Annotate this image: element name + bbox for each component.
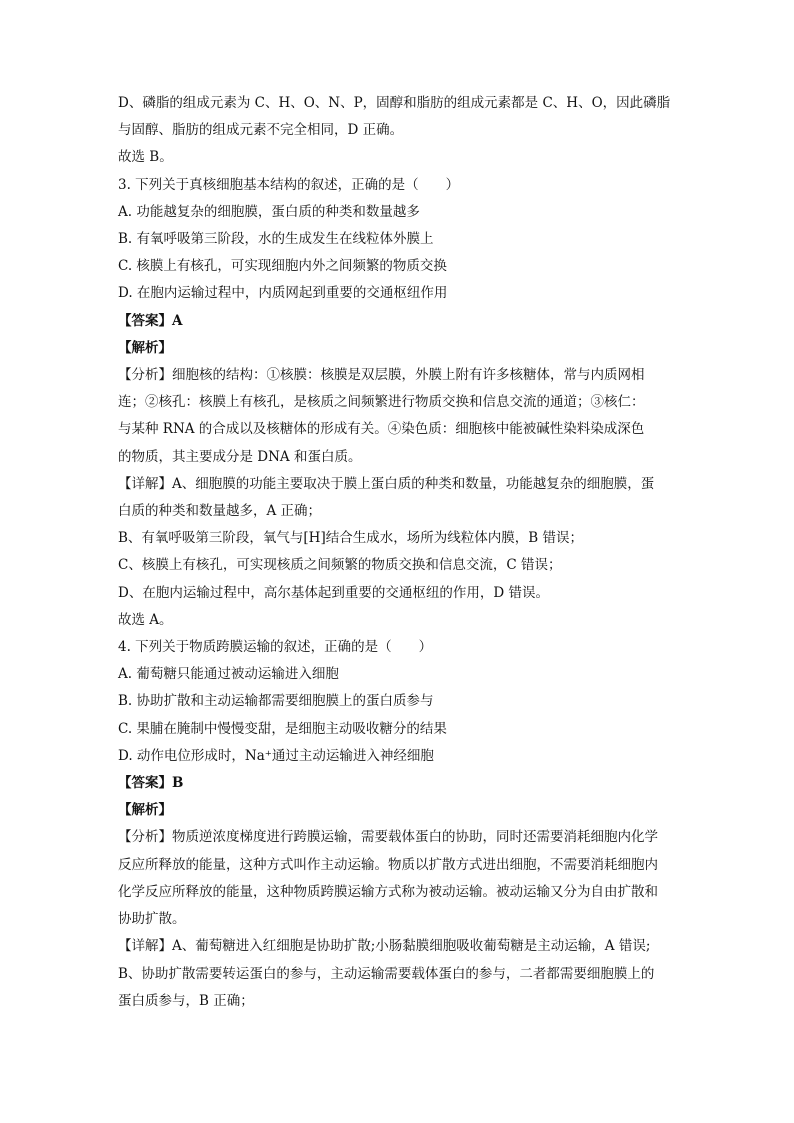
text-line: B、协助扩散需要转运蛋白的参与，主动运输需要载体蛋白的参与，二者都需要细胞膜上的 [118,965,655,982]
option-c: C. 果脯在腌制中慢慢变甜，是细胞主动吸收糖分的结果 [118,720,447,737]
text-line: 蛋白质参与，B 正确； [118,992,254,1009]
question-4-stem: 4. 下列关于物质跨膜运输的叙述，正确的是（ ） [118,639,433,656]
analysis-label: 【解析】 [118,802,172,819]
option-b: B. 协助扩散和主动运输都需要细胞膜上的蛋白质参与 [118,693,434,710]
analysis-label: 【解析】 [118,339,172,356]
answer-label: 【答案】A [118,312,183,329]
text-line: 故选 B。 [118,149,173,166]
text-line: 与固醇、脂肪的组成元素不完全相同，D 正确。 [118,122,404,139]
text-line: 白质的种类和数量越多，A 正确； [118,503,322,520]
text-line: 【分析】细胞核的结构：①核膜：核膜是双层膜，外膜上附有许多核糖体，常与内质网相 [118,367,645,384]
option-a: A. 葡萄糖只能通过被动运输进入细胞 [118,666,339,683]
text-line: 与某种 RNA 的合成以及核糖体的形成有关。④染色质：细胞核中能被碱性染料染成深色 [118,421,645,438]
option-c: C. 核膜上有核孔，可实现细胞内外之间频繁的物质交换 [118,258,447,275]
option-b: B. 有氧呼吸第三阶段，水的生成发生在线粒体外膜上 [118,231,434,248]
option-d: D. 动作电位形成时，Na⁺通过主动运输进入神经细胞 [118,747,434,764]
document-page [118,90,678,1015]
question-3-stem: 3. 下列关于真核细胞基本结构的叙述，正确的是（ ） [118,176,460,193]
text-line: 协助扩散。 [118,911,186,928]
text-line: 连；②核孔：核膜上有核孔，是核质之间频繁进行物质交换和信息交流的通道；③核仁： [118,394,645,411]
option-a: A. 功能越复杂的细胞膜，蛋白质的种类和数量越多 [118,203,420,220]
text-line: 的物质，其主要成分是 DNA 和蛋白质。 [118,448,362,465]
text-line: 【分析】物质逆浓度梯度进行跨膜运输，需要载体蛋白的协助，同时还需要消耗细胞内化学 [118,829,658,846]
option-d: D. 在胞内运输过程中，内质网起到重要的交通枢纽作用 [118,285,448,302]
text-line: 【详解】A、细胞膜的功能主要取决于膜上蛋白质的种类和数量，功能越复杂的细胞膜，蛋 [118,475,655,492]
text-line: D、磷脂的组成元素为 C、H、O、N、P，固醇和脂肪的组成元素都是 C、H、O，因此磷脂 [118,95,671,111]
text-line: 反应所释放的能量，这种方式叫作主动运输。物质以扩散方式进出细胞，不需要消耗细胞内 [118,856,658,873]
text-line: B、有氧呼吸第三阶段，氧气与[H]结合生成水，场所为线粒体内膜，B 错误； [118,530,583,547]
answer-label: 【答案】B [118,775,184,792]
text-line: C、核膜上有核孔，可实现核质之间频繁的物质交换和信息交流，C 错误； [118,557,562,574]
text-line: 【详解】A、葡萄糖进入红细胞是协助扩散;小肠黏膜细胞吸收葡萄糖是主动运输，A 错误; [118,938,651,955]
text-line: D、在胞内运输过程中，高尔基体起到重要的交通枢纽的作用，D 错误。 [118,584,549,601]
text-line: 化学反应所释放的能量，这种物质跨膜运输方式称为被动运输。被动运输又分为自由扩散和 [118,883,658,900]
text-line: 故选 A。 [118,611,173,628]
